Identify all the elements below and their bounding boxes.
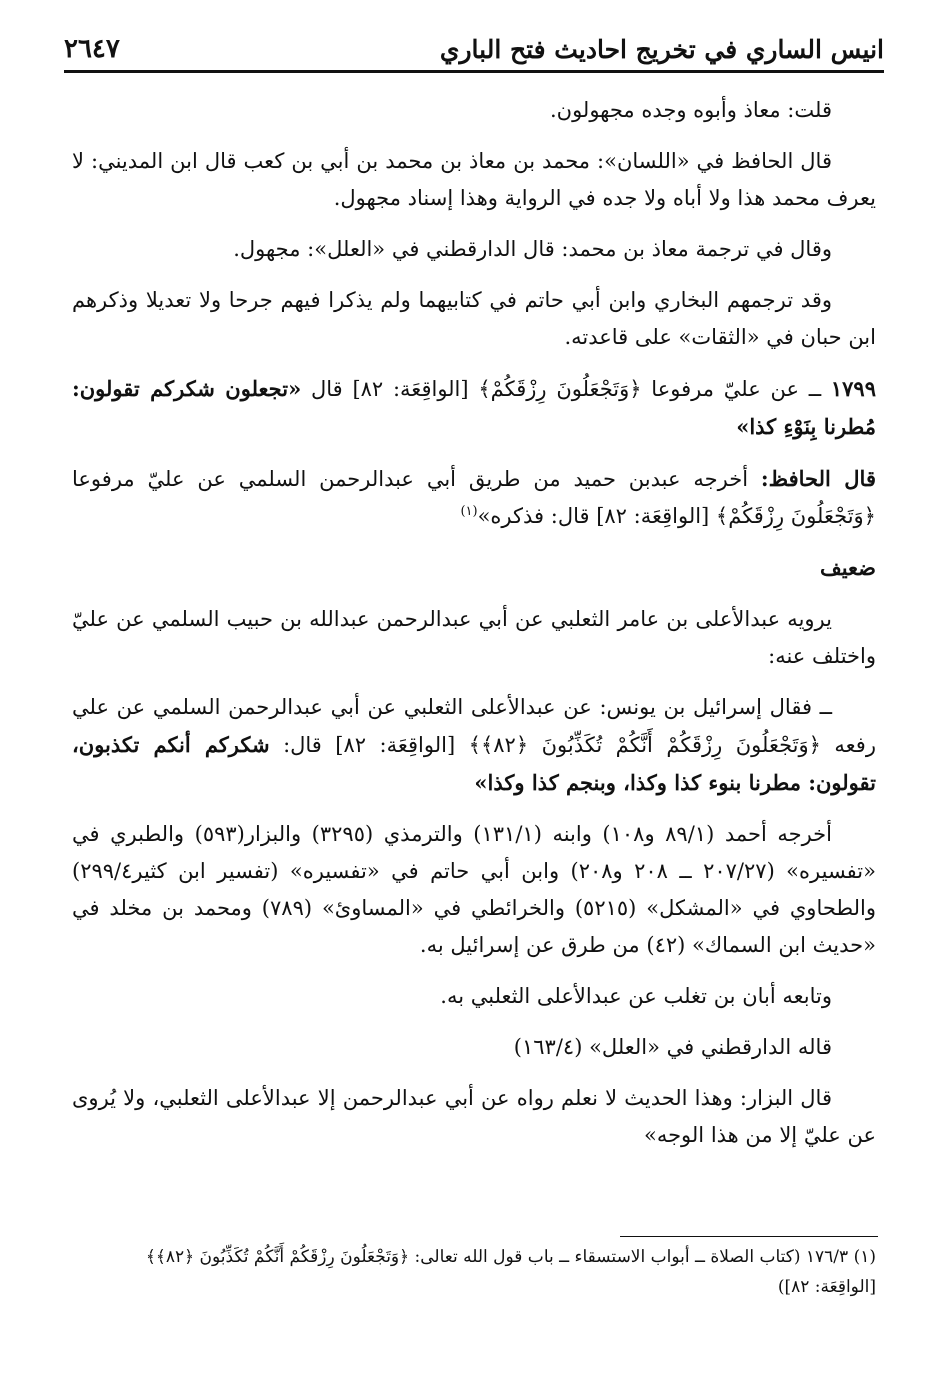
paragraph-8: وتابعه أبان بن تغلب عن عبدالأعلى الثعلبي به.	[440, 984, 832, 1008]
footnote	[72, 1242, 876, 1302]
hadith-matn: «تجعلون شكركم تقولون: مُطرنا بِنَوْءِ كذا»	[72, 376, 876, 439]
paragraph-6	[72, 689, 876, 802]
footnote-line-2: [الواقِعَة: ٨٢])	[777, 1277, 876, 1297]
hadith-text: ــ عن عليّ مرفوعا ﴿وَتَجْعَلُونَ رِزْقَكُمْ﴾ [الواقِعَة: ٨٢] قال	[301, 377, 831, 401]
paragraph-10: قال البزار: وهذا الحديث لا نعلم رواه عن أبي عبدالرحمن إلا عبدالأعلى الثعلبي، ولا يُروى عن عليّ إلا من هذا الوجه»	[72, 1086, 876, 1147]
paragraph-6-text: ــ فقال إسرائيل بن يونس: عن عبدالأعلى الثعلبي عن أبي عبدالرحمن السلمي عن علي رفعه ﴿وَتَجْعَلُونَ رِزْقَكُمْ أَنَّكُمْ تُكَذِّبُونَ ﴿٨٢﴾﴾ [الواقِعَة: ٨٢] قال:	[72, 695, 876, 757]
hadith-entry	[72, 370, 876, 446]
footnote-divider	[620, 1236, 878, 1237]
grade-heading: ضعيف	[819, 555, 876, 580]
paragraph-6-matn: شكركم أنكم تكذبون، تقولون: مطرنا بنوء كذا وكذا، وبنجم كذا وكذا»	[72, 732, 876, 795]
book-title: انيس الساري في تخريج احاديث فتح الباري	[439, 35, 884, 64]
paragraph-9: قاله الدارقطني في «العلل» (١٦٣/٤)	[513, 1035, 832, 1059]
paragraph-2: قال الحافظ في «اللسان»: محمد بن معاذ بن محمد بن أبي بن كعب قال ابن المديني: لا يعرف محمد هذا ولا أباه ولا جده في الرواية وهذا إسناد مجهول.	[72, 149, 876, 210]
hadith-number: ١٧٩٩	[830, 376, 876, 401]
main-text	[72, 92, 876, 1168]
running-header	[64, 30, 884, 73]
hafiz-text: أخرجه عبدبن حميد من طريق أبي عبدالرحمن السلمي عن عليّ مرفوعا ﴿وَتَجْعَلُونَ رِزْقَكُمْ﴾ [الواقِعَة: ٨٢] قال: فذكره»	[72, 467, 876, 528]
footnote-ref: (١)	[460, 504, 478, 519]
paragraph-7: أخرجه أحمد (٨٩/١ و١٠٨) وابنه (١٣١/١) والترمذي (٣٢٩٥) والبزار(٥٩٣) والطبري في «تفسيره» (٢٠٧/٢٧ ــ ٢٠٨ و٢٠٨) وابن أبي حاتم في «تفسيره» (تفسير ابن كثير٢٩٩/٤) والطحاوي في «المشكل» (٥٢١٥) والخرائطي في «المساوئ» (٧٨٩) ومحمد بن مخلد في «حديث ابن السماك» (٤٢) من طرق عن إسرائيل به.	[72, 822, 877, 957]
hafiz-label: قال الحافظ:	[760, 466, 876, 491]
page-number: ٢٦٤٧	[64, 34, 120, 64]
footnote-line-1: (١) ١٧٦/٣ (كتاب الصلاة ــ أبواب الاستسقاء ــ باب قول الله تعالى: ﴿وَتَجْعَلُونَ رِزْقَكُمْ أَنَّكُمْ تُكَذِّبُونَ ﴿٨٢﴾﴾	[145, 1247, 876, 1267]
hafiz-paragraph	[72, 460, 876, 535]
paragraph-5: يرويه عبدالأعلى بن عامر الثعلبي عن أبي عبدالرحمن عبدالله بن حبيب السلمي عن عليّ واختلف عنه:	[72, 607, 876, 668]
paragraph-3: وقال في ترجمة معاذ بن محمد: قال الدارقطني في «العلل»: مجهول.	[233, 237, 832, 261]
paragraph-4: وقد ترجمهم البخاري وابن أبي حاتم في كتابيهما ولم يذكرا فيهم جرحا ولا تعديلا وذكرهم ابن حبان في «الثقات» على قاعدته.	[72, 288, 876, 349]
paragraph-1: قلت: معاذ وأبوه وجده مجهولون.	[549, 98, 832, 122]
